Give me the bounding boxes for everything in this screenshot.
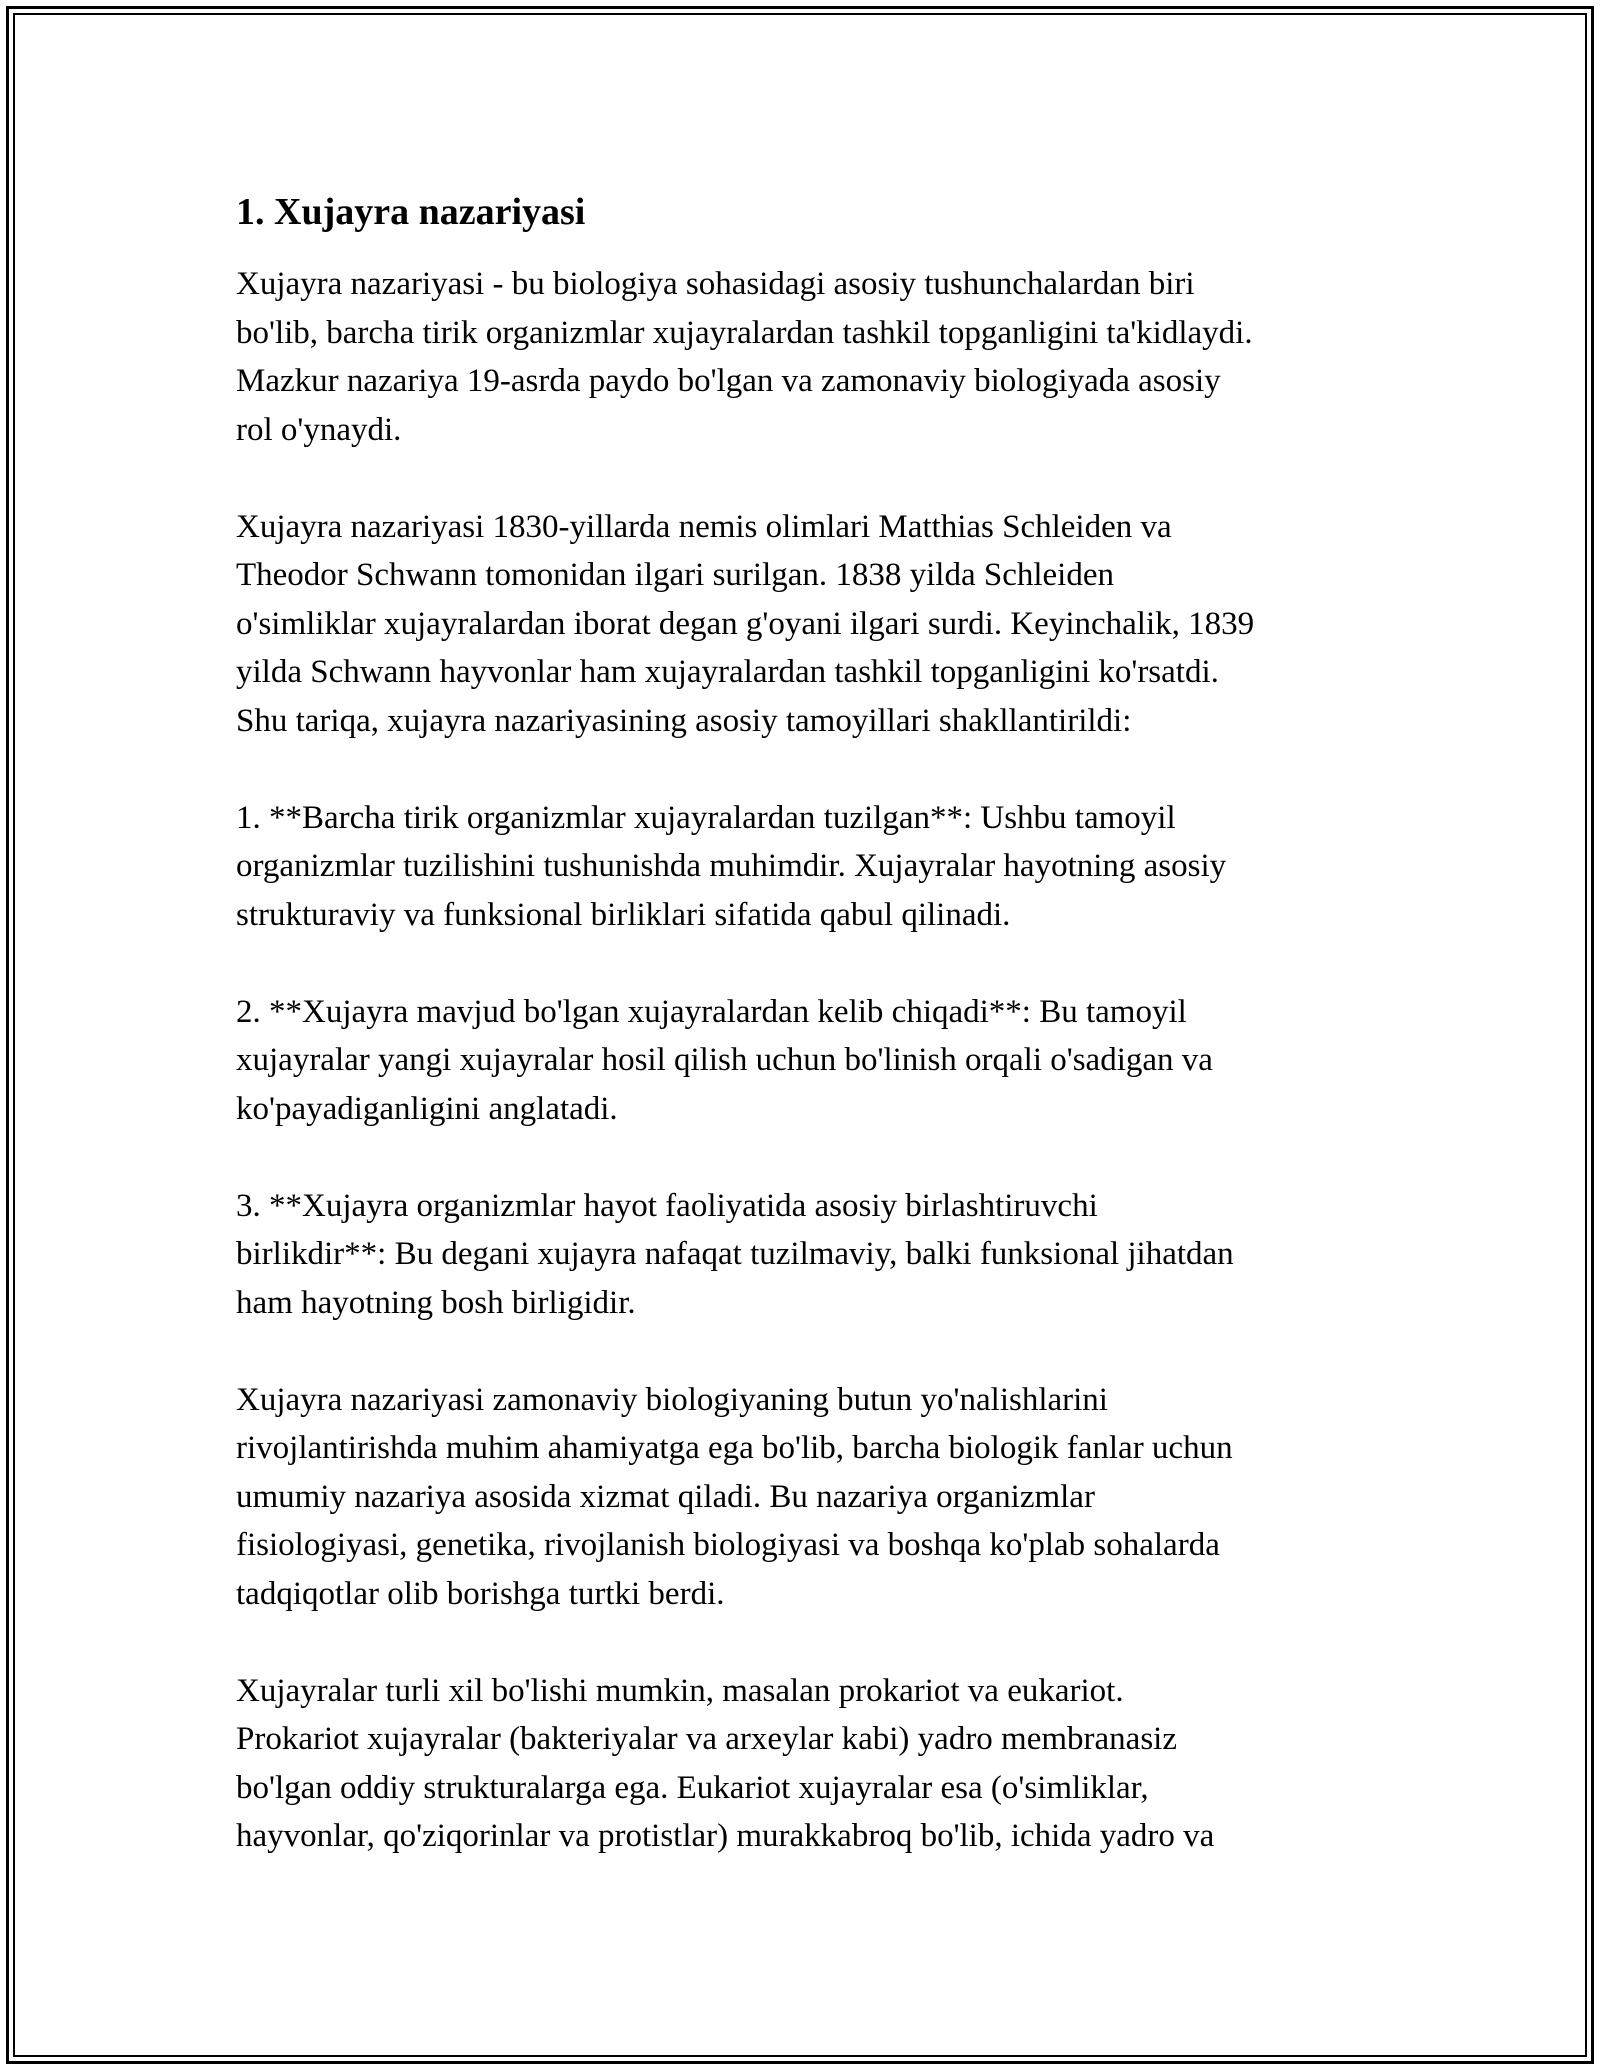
paragraph-line: rivojlantirishda muhim ahamiyatga ega bo'lib, barcha biologik fanlar uchun [236, 1430, 1233, 1466]
paragraph-line: strukturaviy va funksional birliklari sifatida qabul qilinadi. [236, 896, 1011, 933]
document-body [236, 182, 1386, 1909]
paragraph-line: Xujayra nazariyasi - bu biologiya sohasidagi asosiy tushunchalardan biri [236, 266, 1195, 302]
paragraph-line: ko'payadiganligini anglatadi. [236, 1090, 618, 1127]
paragraph [236, 794, 1386, 940]
paragraph-line: umumiy nazariya asosida xizmat qiladi. Bu nazariya organizmlar [236, 1478, 1095, 1515]
paragraph-line: Xujayralar turli xil bo'lishi mumkin, masalan prokariot va eukariot. [236, 1672, 1124, 1709]
paragraph-line: 1. **Barcha tirik organizmlar xujayralardan tuzilgan**: Ushbu tamoyil [236, 799, 1176, 836]
paragraph-line: Shu tariqa, xujayra nazariyasining asosiy tamoyillari shakllantirildi: [236, 702, 1132, 739]
paragraph-line: yilda Schwann hayvonlar ham xujayralardan tashkil topganligini ko'rsatdi. [236, 654, 1219, 690]
paragraph [236, 503, 1386, 746]
paragraph [236, 260, 1386, 454]
paragraph-line: ham hayotning bosh birligidir. [236, 1284, 636, 1321]
paragraph-line: tadqiqotlar olib borishga turtki berdi. [236, 1575, 725, 1612]
paragraph-container [236, 260, 1386, 1861]
paragraph-line: rol o'ynaydi. [236, 411, 402, 448]
paragraph-line: Mazkur nazariya 19-asrda paydo bo'lgan va zamonaviy biologiyada asosiy [236, 363, 1221, 399]
paragraph [236, 1667, 1386, 1861]
paragraph [236, 1376, 1386, 1619]
paragraph-line: Prokariot xujayralar (bakteriyalar va arxeylar kabi) yadro membranasiz [236, 1721, 1177, 1757]
paragraph-line: o'simliklar xujayralardan iborat degan g'oyani ilgari surdi. Keyinchalik, 1839 [236, 605, 1255, 642]
paragraph-line: bo'lib, barcha tirik organizmlar xujayralardan tashkil topganligini ta'kidlaydi. [236, 314, 1253, 351]
paragraph-line: Xujayra nazariyasi zamonaviy biologiyaning butun yo'nalishlarini [236, 1381, 1108, 1418]
section-heading: 1. Xujayra nazariyasi [236, 191, 586, 233]
paragraph-line: fisiologiyasi, genetika, rivojlanish biologiyasi va boshqa ko'plab sohalarda [236, 1527, 1220, 1563]
paragraph-line: xujayralar yangi xujayralar hosil qilish uchun bo'linish orqali o'sadigan va [236, 1042, 1213, 1078]
paragraph-line: 2. **Xujayra mavjud bo'lgan xujayralardan kelib chiqadi**: Bu tamoyil [236, 993, 1187, 1030]
paragraph-line: Xujayra nazariyasi 1830-yillarda nemis olimlari Matthias Schleiden va [236, 508, 1172, 545]
paragraph [236, 988, 1386, 1134]
paragraph-line: bo'lgan oddiy strukturalarga ega. Eukariot xujayralar esa (o'simliklar, [236, 1769, 1149, 1806]
paragraph-line: organizmlar tuzilishini tushunishda muhimdir. Xujayralar hayotning asosiy [236, 848, 1227, 884]
paragraph-line: hayvonlar, qo'ziqorinlar va protistlar) murakkabroq bo'lib, ichida yadro va [236, 1818, 1215, 1854]
paragraph-line: birlikdir**: Bu degani xujayra nafaqat tuzilmaviy, balki funksional jihatdan [236, 1236, 1234, 1272]
paragraph [236, 1182, 1386, 1328]
paragraph-line: Theodor Schwann tomonidan ilgari surilgan. 1838 yilda Schleiden [236, 557, 1114, 593]
paragraph-line: 3. **Xujayra organizmlar hayot faoliyatida asosiy birlashtiruvchi [236, 1187, 1098, 1224]
